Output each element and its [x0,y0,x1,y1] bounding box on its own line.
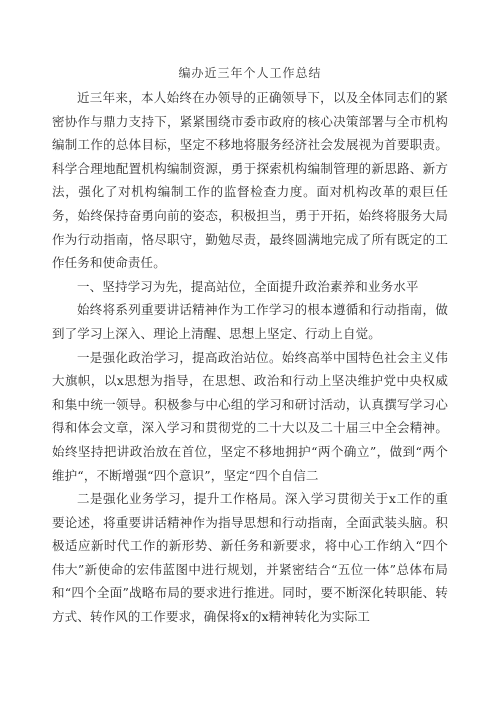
paragraph: 一是强化政治学习，提高政治站位。始终高举中国特色社会主义伟大旗帜，以x思想为指导，在思想、政治和行动上坚决维护党中央权威和集中统一领导。积极参与中心组的学习和研讨活动，认真撰写学习心得和体会文章，深入学习和贯彻党的二十大以及二十届三中全会精神。始终坚持把讲政治放在首位，坚定不移地拥护“两个确立”，做到“两个维护“，不断增强“四个意识”，坚定“四个自信二 [52,349,448,483]
page-title: 编办近三年个人工作总结 [178,66,322,80]
paragraph-intro: 近三年来，本人始终在办领导的正确领导下，以及全体同志们的紧密协作与鼎力支持下，紧紧围绕市委市政府的核心决策部署与全市机构编制工作的总体目标，坚定不移地将服务经济社会发展视为首要职责。科学合理地配置机构编制资源，勇于探索机构编制管理的新思路、新方法，强化了对机构编制工作的监督检查力度。面对机构改革的艰巨任务，始终保持奋勇向前的姿态，积极担当，勇于开拓，始终将服务大局作为行动指南，恪尽职守，勤勉尽责，最终圆满地完成了所有既定的工作任务和使命责任。 [52,90,448,271]
document-body [52,86,448,629]
paragraph: 始终将系列重要讲话精神作为工作学习的根本遵循和行动指南，做到了学习上深入、理论上清醒、思想上坚定、行动上自觉。 [52,302,448,341]
section-heading: 一、坚持学习为先，提高站位，全面提升政治素养和业务水平 [77,278,419,294]
paragraph: 二是强化业务学习，提升工作格局。深入学习贯彻关于x工作的重要论述，将重要讲话精神作为指导思想和行动指南，全面武装头脑。积极适应新时代工作的新形势、新任务和新要求，将中心工作纳入“四个伟大”新使命的宏伟蓝图中进行规划，并紧密结合“五位一体”总体布局和“四个全面”战略布局的要求进行推进。同时，要不断深化转职能、转方式、转作风的工作要求，确保将x的x精神转化为实际工 [52,491,448,625]
